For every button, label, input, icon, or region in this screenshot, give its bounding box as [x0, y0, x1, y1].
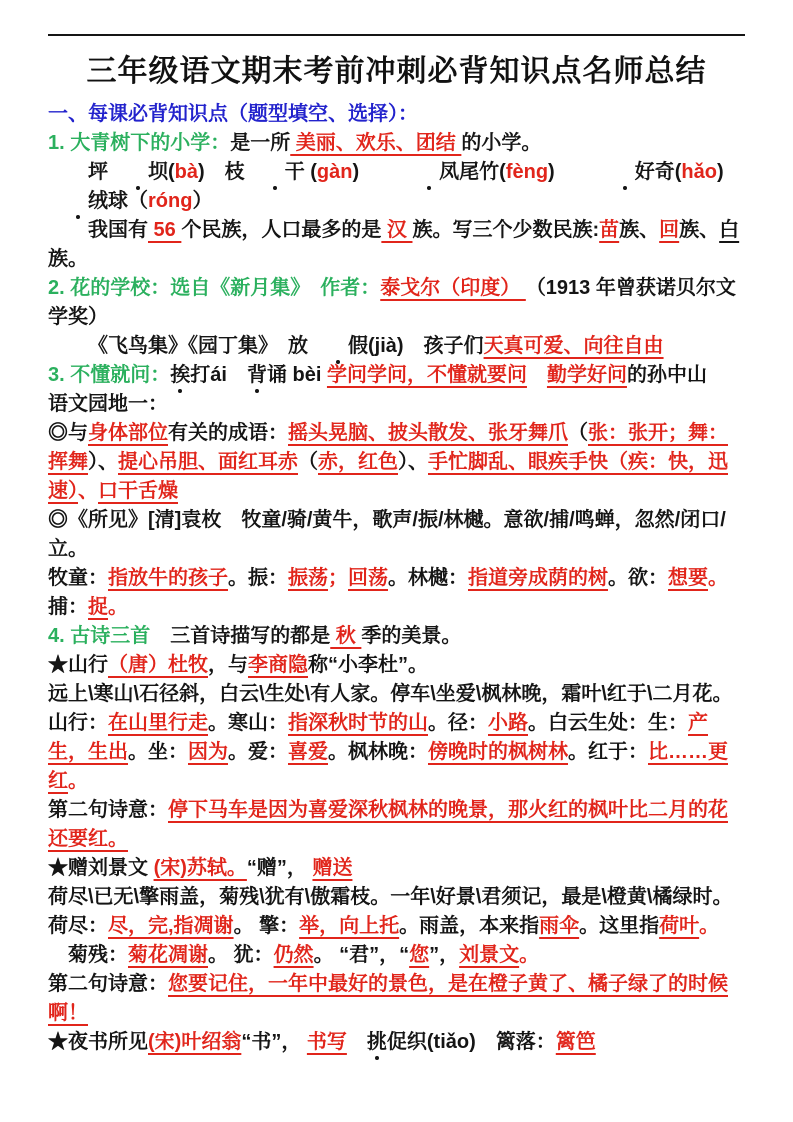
text-segment-black-text: 球（ — [108, 190, 148, 212]
text-segment-red-underlined-answer: 雨伞 — [539, 915, 580, 937]
text-segment-red-underlined-answer: 刘景文 — [459, 944, 520, 966]
paragraph — [48, 129, 745, 158]
text-segment-black-text: 第二句诗意： — [48, 973, 168, 995]
text-segment-red-underlined-answer: 喜爱 — [288, 741, 328, 763]
text-segment-black-text: 。枫林晚： — [328, 741, 428, 763]
text-segment-black-with-emphasis-dot: 挑 — [367, 1028, 387, 1057]
text-segment-red-plain: 。 — [699, 915, 720, 937]
paragraph — [48, 970, 745, 1028]
text-segment-black-text: 第二句诗意： — [48, 799, 168, 821]
text-segment-black-with-emphasis-dot: 坝 — [108, 158, 168, 187]
text-segment-black-text: 尾竹( — [459, 161, 506, 183]
text-segment-green-lesson-heading: 1. 大青树下的小学： — [48, 132, 231, 154]
text-segment-red-underlined-answer: 书写 — [306, 1031, 347, 1053]
text-segment-black-text: (jià) 孩子们 — [368, 335, 484, 357]
text-segment-red-underlined-answer: 篱笆 — [555, 1031, 596, 1053]
text-segment-black-text: 个民族，人口最多的是 — [181, 219, 382, 241]
text-segment-black-text: 。振： — [228, 567, 288, 589]
text-segment-red-underlined-answer: 李商隐 — [248, 654, 308, 676]
text-segment-black-text: 的小学。 — [461, 132, 542, 154]
paragraph — [48, 796, 745, 854]
text-segment-black-text: ) — [548, 161, 595, 183]
text-segment-red-underlined-answer: 摇头晃脑、披头散发、张牙舞爪 — [288, 422, 568, 444]
text-segment-red-underlined-answer: 学问学问，不懂就要问 — [326, 364, 527, 386]
text-segment-red-underlined-answer: 泰戈尔（印度） — [380, 277, 526, 299]
text-segment-black-text: 。林樾： — [388, 567, 468, 589]
text-segment-black-text: 称“小李杜”。 — [308, 654, 428, 676]
text-segment-red-underlined-answer: 傍晚时的枫树林 — [428, 741, 568, 763]
text-segment-red-plain: 。 — [68, 770, 88, 792]
text-segment-black-text: ) — [352, 161, 400, 183]
paragraph — [48, 564, 745, 622]
text-segment-red-plain: ； — [328, 567, 348, 589]
text-segment-black-text: 菊残： — [68, 944, 128, 966]
text-segment-red-underlined-answer: 您要记住，一年中最好的景色，是在橙子黄了、橘子绿了的时候啊！ — [48, 973, 728, 1024]
text-segment-red-underlined-answer: 张：张开；舞：挥舞 — [48, 422, 728, 473]
text-segment-red-underlined-answer: 提心吊胆、面红耳赤 — [118, 451, 298, 473]
text-segment-black-text: ( — [168, 161, 175, 183]
text-segment-red-pinyin: hǎo — [681, 161, 717, 183]
text-segment-red-underlined-answer: 举，向上托 — [299, 915, 400, 937]
paragraph — [48, 709, 745, 796]
paragraph — [48, 274, 745, 332]
text-segment-black-text: （ — [298, 451, 318, 473]
text-segment-black-text: ，与 — [208, 654, 248, 676]
text-segment-red-underlined-answer: 产生，生出 — [48, 712, 708, 763]
text-segment-black-text: 《飞鸟集》《园丁集》 放 — [88, 335, 308, 357]
paragraph — [48, 1028, 745, 1057]
text-segment-red-underlined-answer: 汉 — [381, 219, 413, 241]
text-segment-red-plain: 、 — [78, 480, 98, 502]
text-segment-red-underlined-answer: 小路 — [488, 712, 528, 734]
text-segment-red-underlined-answer: 勤学好问 — [546, 364, 627, 386]
paragraph — [48, 506, 745, 564]
text-segment-red-underlined-answer: 56 — [148, 219, 182, 241]
paragraph — [48, 941, 745, 970]
text-segment-black-text: 是一所 — [230, 132, 291, 154]
paragraph — [48, 651, 745, 680]
paragraph — [48, 912, 745, 941]
paragraph — [48, 216, 745, 274]
text-segment-black-text: 捕： — [48, 596, 88, 618]
text-segment-red-pinyin: gàn — [316, 161, 353, 183]
document-body — [48, 100, 764, 1057]
text-segment-black-text: 。爱： — [228, 741, 288, 763]
text-segment-black-text: ”， — [429, 944, 460, 966]
text-segment-black-text: 。欲： — [608, 567, 668, 589]
text-segment-black-text: 。寒山： — [208, 712, 288, 734]
text-segment-black-text: ★山行 — [48, 654, 108, 676]
text-segment-black-with-emphasis-dot: 假 — [308, 332, 368, 361]
text-segment-red-underlined-answer: 口干舌燥 — [98, 480, 178, 502]
text-segment-red-plain: 。 — [108, 596, 128, 618]
text-segment-red-underlined-answer: 振荡 — [288, 567, 328, 589]
text-segment-black-text — [347, 1031, 367, 1053]
text-segment-red-underlined-answer: 秋 — [330, 625, 362, 647]
text-segment-black-underlined: 白 — [719, 219, 740, 241]
paragraph — [48, 390, 745, 419]
text-segment-black-text: ）、 — [398, 451, 428, 473]
text-segment-black-with-emphasis-dot: 凤 — [399, 158, 459, 187]
text-segment-black-text: 。这里指 — [579, 915, 660, 937]
text-segment-red-underlined-answer: 在山里行走 — [108, 712, 208, 734]
text-segment-black-text: ★赠刘景文 — [48, 857, 154, 879]
paragraph — [48, 883, 745, 912]
text-segment-black-text: 。红于： — [568, 741, 648, 763]
text-segment-red-underlined-answer: 赠送 — [312, 857, 353, 879]
text-segment-red-underlined-answer: (宋)苏轼。 — [153, 857, 247, 879]
text-segment-black-text: 诵 bèi — [266, 364, 327, 386]
page-title: 三年级语文期末考前冲刺必背知识点名师总结 — [86, 55, 707, 88]
text-segment-black-text: ◎《所见》[清]袁枚 牧童/骑/黄牛，歌声/振/林樾。意欲/捕/鸣蝉，忽然/闭口/立。 — [48, 509, 726, 560]
text-segment-black-text: 坪 — [88, 161, 108, 183]
text-segment-black-text: 有关的成语： — [168, 422, 288, 444]
text-segment-red-underlined-answer: 苗 — [599, 219, 620, 241]
text-segment-black-text: 。 擎： — [233, 915, 300, 937]
paragraph — [48, 158, 764, 216]
paragraph — [48, 419, 745, 506]
paragraph — [48, 680, 745, 709]
paragraph — [48, 361, 745, 390]
text-segment-black-text: 牧童： — [48, 567, 108, 589]
text-segment-red-underlined-answer: 荷叶 — [659, 915, 700, 937]
paragraph — [48, 332, 745, 361]
text-segment-black-text: 。坐： — [128, 741, 188, 763]
text-segment-red-underlined-answer: 手忙脚乱、眼疾手快（疾：快，迅速） — [48, 451, 728, 502]
text-segment-red-pinyin: róng — [148, 190, 193, 212]
text-segment-red-underlined-answer: 捉 — [88, 596, 108, 618]
text-segment-black-text: 山行： — [48, 712, 108, 734]
text-segment-red-underlined-answer: 比……更红 — [48, 741, 728, 792]
text-segment-black-text: 我国有 — [88, 219, 148, 241]
text-segment-black-text: ★夜书所见 — [48, 1031, 148, 1053]
top-border-rule — [48, 34, 745, 36]
text-segment-red-underlined-answer: 您 — [409, 944, 430, 966]
text-segment-black-text: 族、 — [679, 219, 720, 241]
text-segment-black-text: ) — [716, 161, 764, 183]
paragraph — [48, 854, 745, 883]
text-segment-blue-bold-heading: 一、每课必背知识点（题型填空、选择）： — [48, 103, 418, 125]
text-segment-black-text: 促织(tiǎo) 篱落： — [386, 1031, 556, 1053]
text-segment-black-text — [527, 364, 547, 386]
text-segment-black-text: ）、 — [88, 451, 118, 473]
text-segment-green-lesson-heading: 3. 不懂就问： — [48, 364, 171, 386]
text-segment-black-text: 语文园地一： — [48, 393, 168, 415]
text-segment-black-text: 的孙中山 — [626, 364, 707, 386]
text-segment-red-underlined-answer: 指深秋时节的山 — [288, 712, 428, 734]
text-segment-red-underlined-answer: 想要 — [668, 567, 708, 589]
text-segment-black-text: 三首诗描写的都是 — [150, 625, 331, 647]
text-segment-red-plain: 。 — [708, 567, 728, 589]
text-segment-black-text: 荷尽： — [48, 915, 108, 937]
text-segment-black-text: 打ái — [190, 364, 247, 386]
text-segment-black-text: 。白云生处：生： — [528, 712, 688, 734]
text-segment-black-text: 季的美景。 — [361, 625, 462, 647]
text-segment-black-with-emphasis-dot: 绒 — [48, 187, 108, 216]
text-segment-black-text: 族、 — [619, 219, 660, 241]
text-segment-red-underlined-answer: 身体部位 — [88, 422, 168, 444]
text-segment-red-underlined-answer: (宋)叶绍翁 — [148, 1031, 242, 1053]
text-segment-black-text: 。 犹： — [208, 944, 274, 966]
text-segment-black-text: 奇( — [654, 161, 682, 183]
text-segment-red-underlined-answer: 停下马车是因为喜爱深秋枫林的晚景，那火红的枫叶比二月的花还要红。 — [48, 799, 728, 850]
text-segment-black-text: ( — [304, 161, 317, 183]
text-segment-red-underlined-answer: （唐）杜牧 — [108, 654, 208, 676]
text-segment-red-pinyin: bà — [174, 161, 199, 183]
text-segment-black-with-emphasis-dot: 好 — [595, 158, 655, 187]
paragraph — [48, 622, 745, 651]
text-segment-red-underlined-answer: 指放牛的孩子 — [108, 567, 228, 589]
text-segment-red-underlined-answer: 尽，完,指凋谢 — [108, 915, 234, 937]
text-segment-green-lesson-heading: 4. 古诗三首 — [48, 625, 151, 647]
text-segment-red-underlined-answer: 因为 — [188, 741, 228, 763]
text-segment-black-text: ◎与 — [48, 422, 88, 444]
text-segment-red-underlined-answer: 天真可爱、向往自由 — [483, 335, 664, 357]
text-segment-black-text: （1913 年曾获诺贝尔文学奖） — [48, 277, 736, 328]
text-segment-red-underlined-answer: 回荡 — [348, 567, 388, 589]
text-segment-red-underlined-answer: 仍然 — [273, 944, 314, 966]
text-segment-red-plain: 。 — [519, 944, 540, 966]
text-segment-black-text: （ — [568, 422, 588, 444]
text-segment-red-underlined-answer: 指道旁成荫的树 — [468, 567, 608, 589]
text-segment-red-underlined-answer: 赤，红色 — [318, 451, 398, 473]
text-segment-black-text: ） — [192, 190, 213, 212]
text-segment-black-text: 族。 — [48, 248, 88, 270]
text-segment-black-text: 。雨盖，本来指 — [399, 915, 540, 937]
text-segment-black-text: “赠”， — [246, 857, 313, 879]
text-segment-black-text: 族。写三个少数民族: — [412, 219, 600, 241]
text-segment-black-text: ) 枝 — [198, 161, 245, 183]
text-segment-black-text: “书”， — [241, 1031, 307, 1053]
paragraph — [48, 100, 745, 129]
text-segment-black-text: 远上\寒山\石径斜，白云\生处\有人家。停车\坐爱\枫林晚，霜叶\红于\二月花。 — [48, 683, 733, 705]
text-segment-black-with-emphasis-dot: 挨 — [170, 361, 190, 390]
text-segment-black-text: 。 “君”，“ — [313, 944, 410, 966]
text-segment-black-text: 。径： — [428, 712, 488, 734]
text-segment-red-underlined-answer: 回 — [659, 219, 680, 241]
text-segment-black-text: 荷尽\已无\擎雨盖，菊残\犹有\傲霜枝。一年\好景\君须记，最是\橙黄\橘绿时。 — [48, 886, 733, 908]
text-segment-black-with-emphasis-dot: 干 — [245, 158, 305, 187]
text-segment-red-underlined-answer: 菊花凋谢 — [128, 944, 208, 966]
text-segment-red-pinyin: fèng — [505, 161, 549, 183]
text-segment-black-with-emphasis-dot: 背 — [247, 361, 267, 390]
text-segment-green-lesson-heading: 2. 花的学校：选自《新月集》 作者： — [48, 277, 381, 299]
text-segment-red-underlined-answer: 美丽、欢乐、团结 — [290, 132, 462, 154]
